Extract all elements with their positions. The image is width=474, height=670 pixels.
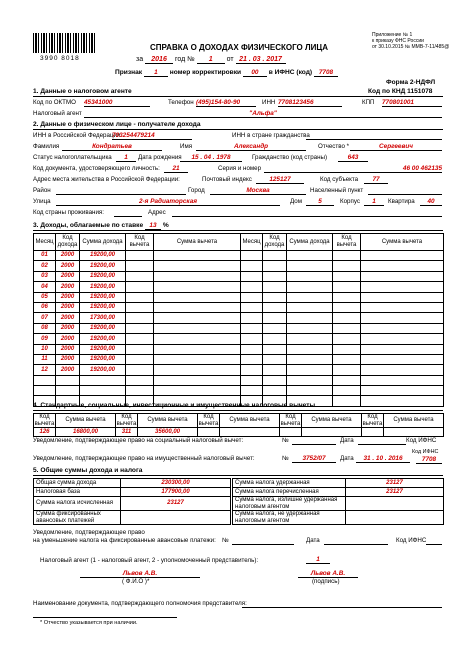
section-1-title: 1. Данные о налоговом агенте (33, 88, 132, 95)
col-month: Месяц (241, 234, 263, 251)
property-notice-ifns: 7708 (416, 456, 442, 464)
citizen-value: 643 (338, 154, 368, 162)
col-income-code: Код дохода (263, 234, 287, 251)
kpp-value: 770801001 (382, 99, 442, 107)
street-value: 2-я Радиаторская (56, 198, 280, 206)
inn-foreign-label: ИНН в стране гражданства (232, 132, 310, 139)
table-row: 03 2000 19200,00 (34, 271, 241, 281)
signature-label: (подпись) (312, 578, 340, 585)
fixed-advance (121, 511, 231, 525)
col-deduction-code: Код вычета (126, 234, 154, 251)
section-5-title: 5. Общие суммы дохода и налога (33, 467, 143, 474)
phone-label: Телефон (168, 99, 194, 106)
patronymic-label: Отчество * (318, 143, 350, 150)
tax-withheld: 23127 (346, 479, 444, 488)
table-row (241, 313, 444, 323)
table-row (241, 334, 444, 344)
birth-value: 15 . 04 . 1978 (180, 154, 242, 162)
fixed-notice-label-2: на уменьшение налога на фиксированные авансовые платежи: (33, 537, 216, 544)
table-row: 06 2000 19200,00 (34, 302, 241, 312)
oktmo-value: 45341000 (84, 99, 150, 107)
report-year: 2016 (145, 56, 173, 64)
col-income-code: Код дохода (56, 234, 80, 251)
property-notice-number: 3752/07 (292, 455, 336, 463)
section-2-title: 2. Данные о физическом лице - получателе дохода (33, 121, 201, 128)
city-label: Город (188, 187, 205, 194)
fio-label: ( Ф.И.О )* (122, 578, 150, 585)
house-value: 5 (306, 198, 334, 206)
deductions-table: Код вычета Сумма вычета Код вычета Сумма вычета Код вычета Сумма вычета Код вычета Сумма вычета Код вычета Сумма вычета 126 16800,00 311 35600,00 (33, 413, 444, 437)
zip-value: 125127 (256, 176, 304, 184)
report-number: 1 (197, 56, 225, 64)
rate-value: 13 (145, 222, 161, 230)
country-label: Код страны проживания: (33, 209, 104, 216)
deduction-sum-1: 16800,00 (56, 428, 116, 437)
barcode (33, 33, 95, 53)
phone-value: (495)154-80-90 (196, 99, 256, 107)
agent-inn-label: ИНН (262, 99, 276, 106)
property-notice-date: 31 . 10 . 2016 (356, 455, 410, 463)
flat-label: Квартира (388, 198, 415, 205)
series-label: Серия и номер (218, 165, 262, 172)
street-label: Улица (33, 198, 51, 205)
total-income: 230300,00 (121, 479, 231, 488)
col-deduction-sum: Сумма вычета (154, 234, 241, 251)
region-value: 77 (364, 176, 388, 184)
series-value: 46 00 462135 (264, 165, 442, 173)
table-row (241, 292, 444, 302)
knd-code: Код по КНД 1151078 (368, 88, 433, 95)
agent-value: "Альфа" (84, 110, 442, 118)
signer-name: Львов А.В. (80, 570, 200, 578)
agent-type-label: Налоговый агент (1 - налоговый агент, 2 - уполномоченный представитель): (40, 557, 259, 564)
deduction-code-1: 126 (34, 428, 56, 437)
doc-code-value: 21 (164, 165, 188, 173)
address-label: Адрес места жительства в Российской Федерации: (33, 176, 180, 183)
doc-label: Код документа, удостоверяющего личность: (33, 165, 160, 172)
region-label: Код субъекта (320, 176, 359, 183)
birth-label: Дата рождения (138, 154, 182, 161)
property-notice-label: Уведомление, подтверждающее право на имущественный налоговый вычет: (33, 455, 255, 462)
table-row: 01 2000 19200,00 (34, 251, 241, 261)
inn-rf-value: 703254479214 (112, 132, 192, 140)
col-month: Месяц (34, 234, 56, 251)
section-3-title: 3. Доходы, облагаемые по ставке 13 % (33, 222, 169, 229)
tax-base: 177900,00 (121, 488, 231, 497)
col-deduction-code: Код вычета (333, 234, 361, 251)
doc-authority-value (242, 600, 442, 608)
report-date: 21 . 03 . 2017 (236, 56, 286, 64)
col-income-sum: Сумма дохода (287, 234, 333, 251)
name-value: Александр (196, 143, 306, 151)
korpus-label: Корпус (340, 198, 360, 205)
page-title: СПРАВКА О ДОХОДАХ ФИЗИЧЕСКОГО ЛИЦА (150, 43, 328, 52)
table-row: 04 2000 19200,00 (34, 282, 241, 292)
agent-inn-value: 7708123456 (278, 99, 342, 107)
table-row (241, 354, 444, 364)
signature-value: Львов А.В. (298, 570, 358, 578)
table-row (241, 344, 444, 354)
table-row (241, 251, 444, 261)
city-value: Москва (210, 187, 306, 195)
social-notice-label: Уведомление, подтверждающее право на социальный налоговый вычет: (33, 437, 244, 444)
tax-transferred: 23127 (346, 488, 444, 497)
locality-value (368, 187, 442, 195)
locality-label: Населенный пункт (310, 187, 364, 194)
tax-calculated: 23127 (121, 497, 231, 511)
ifns-code: 7708 (314, 69, 338, 77)
table-row (241, 282, 444, 292)
house-label: Дом (290, 198, 302, 205)
citizen-label: Гражданство (код страны) (252, 154, 328, 161)
totals-left: Общая сумма дохода 230300,00 Налоговая база 177900,00 Сумма налога исчисленная 23127 Сумма фиксированных авансовых платежей (33, 478, 231, 525)
district-value (56, 187, 186, 195)
income-table-left (33, 233, 241, 407)
table-row: 12 2000 19200,00 (34, 365, 241, 375)
status-value: 1 (116, 154, 136, 162)
inn-rf-label: ИНН в Российской Федерации (33, 132, 121, 139)
table-row (241, 302, 444, 312)
fixed-notice-label-1: Уведомление, подтверждающее право (33, 529, 145, 536)
table-row: 08 2000 19200,00 (34, 323, 241, 333)
addr2-label: Адрес (148, 209, 166, 216)
flat-value: 40 (420, 198, 442, 206)
social-notice-date (358, 437, 406, 445)
table-row: 07 2000 17300,00 (34, 313, 241, 323)
tax-overwithheld (346, 497, 444, 511)
barcode-number: 3990 8018 (40, 55, 80, 62)
name-label: Имя (180, 143, 193, 150)
income-table-right (240, 233, 444, 407)
zip-label: Почтовый индекс (202, 176, 252, 183)
korpus-value: 1 (364, 198, 384, 206)
addr2-value (172, 209, 442, 217)
fixed-notice-number (232, 537, 294, 545)
form-name: Форма 2-НДФЛ (386, 79, 436, 86)
col-income-sum: Сумма дохода (80, 234, 126, 251)
table-row: 10 2000 19200,00 (34, 344, 241, 354)
tax-not-withheld (346, 511, 444, 525)
table-row (241, 365, 444, 375)
table-row: 02 2000 19200,00 (34, 261, 241, 271)
year-line: за 2016 год № 1 от 21 . 03 . 2017 (136, 56, 286, 64)
table-row (241, 323, 444, 333)
sign-line: Признак 1 номер корректировки 00 в ИФНС (код) 7708 (115, 69, 338, 77)
agent-label: Налоговый агент (33, 110, 82, 117)
surname-label: Фамилия (33, 143, 60, 150)
sign-value: 1 (144, 69, 168, 77)
appendix-note: Приложение № 1 к приказу ФНС России от 30.10.2015 № ММВ-7-11/485@ (372, 32, 450, 50)
fixed-notice-date (324, 537, 388, 545)
status-label: Статус налогоплательщика (33, 154, 112, 161)
country-value (114, 209, 142, 217)
social-notice-number (292, 437, 336, 445)
fixed-notice-ifns (426, 537, 442, 545)
table-row (241, 271, 444, 281)
deduction-sum-2: 35600,00 (138, 428, 198, 437)
kpp-label: КПП (362, 99, 375, 106)
footnote: * Отчество указывается при наличии. (40, 620, 138, 626)
col-deduction-sum: Сумма вычета (361, 234, 444, 251)
inn-foreign-value (306, 132, 442, 140)
table-row: 05 2000 19200,00 (34, 292, 241, 302)
table-row: 09 2000 19200,00 (34, 334, 241, 344)
agent-type-value: 1 (306, 556, 330, 564)
patronymic-value: Сергеевич (350, 143, 442, 151)
section-4-title: 4. Стандартные, социальные, инвестиционные и имущественные налоговые вычеты (33, 402, 316, 409)
correction-value: 00 (243, 69, 267, 77)
doc-authority-label: Наименование документа, подтверждающего полномочия представителя: (33, 600, 247, 607)
surname-value: Кондратьев (62, 143, 162, 151)
totals-right: Сумма налога удержанная 23127 Сумма налога перечисленная 23127 Сумма налога, излишне удержанная налоговым агентом Сумма налога, не удержанная налоговым агентом (232, 478, 444, 525)
deduction-code-2: 311 (116, 428, 138, 437)
table-row: 11 2000 19200,00 (34, 354, 241, 364)
table-row (241, 261, 444, 271)
district-label: Район (33, 187, 51, 194)
oktmo-label: Код по ОКТМО (33, 99, 76, 106)
